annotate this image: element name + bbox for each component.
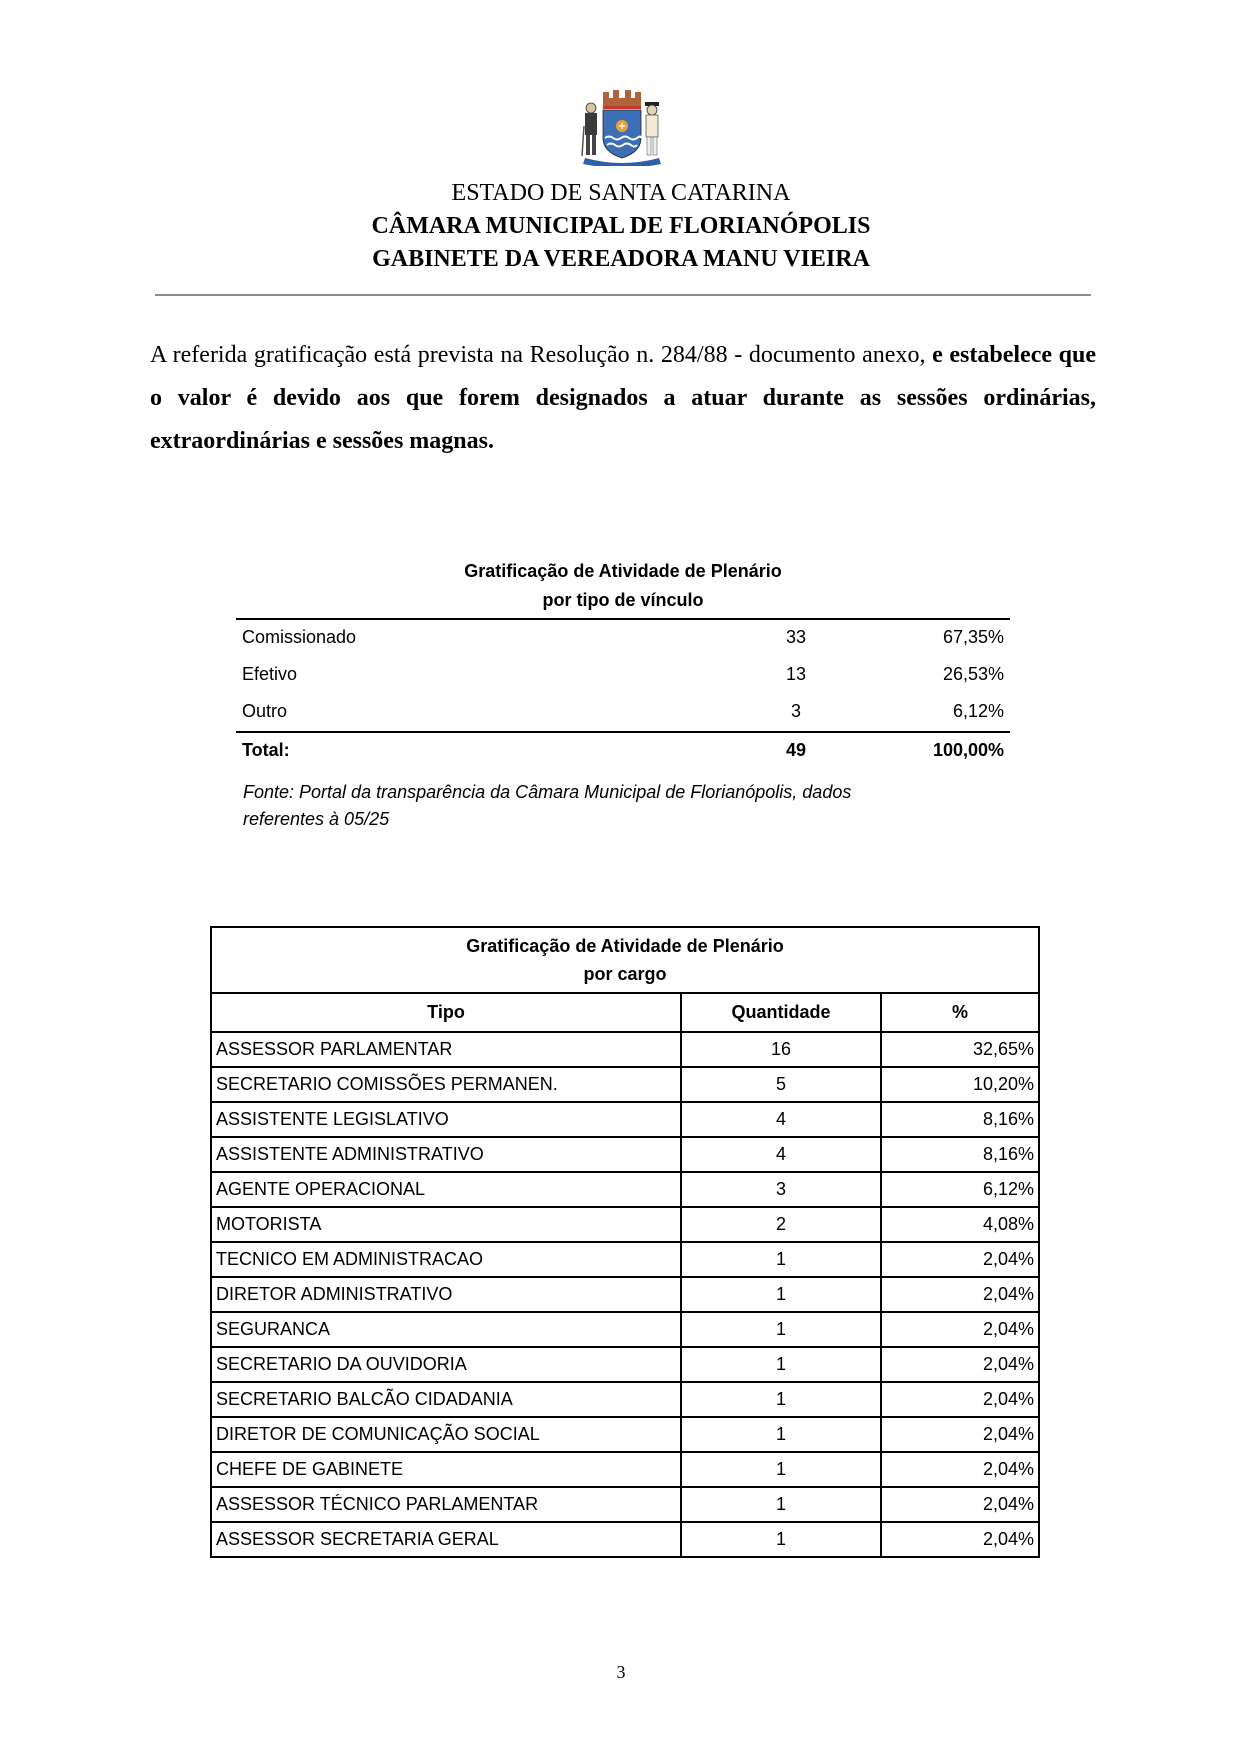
header-divider [155,294,1091,296]
cell-tipo: AGENTE OPERACIONAL [211,1172,681,1207]
cell-quantidade: 16 [681,1032,881,1067]
row-count: 13 [785,664,807,684]
table-row [211,1347,1039,1382]
cell-tipo: DIRETOR DE COMUNICAÇÃO SOCIAL [211,1417,681,1452]
cell-tipo: SECRETARIO COMISSÕES PERMANEN. [211,1067,681,1102]
right-supporter-figure [645,102,659,155]
cell-tipo: SECRETARIO DA OUVIDORIA [211,1347,681,1382]
total-label: Total: [242,740,290,760]
cell-quantidade: 1 [681,1417,881,1452]
table-cargo-header-row [211,993,1039,1032]
left-supporter-figure [582,103,597,156]
cell-quantidade: 1 [681,1452,881,1487]
row-count: 3 [790,701,801,721]
header-office: GABINETE DA VEREADORA MANU VIEIRA [372,246,870,272]
cell-quantidade: 4 [681,1137,881,1172]
table-row [211,1172,1039,1207]
page-number: 3 [616,1662,626,1682]
cell-quantidade: 1 [681,1312,881,1347]
column-header-pct: % [881,993,1039,1032]
row-label: Outro [242,701,288,721]
paragraph-bold-text: e estabelece que o valor é devido aos que forem designados a atuar durante as sessões ordinárias, extraordinárias e sessões magnas. [150,342,1097,454]
table-row [211,1487,1039,1522]
row-pct: 67,35% [942,627,1004,647]
row-count: 33 [785,627,807,647]
column-header-tipo: Tipo [211,993,681,1032]
table-row [211,1522,1039,1557]
table-vinculo-title: Gratificação de Atividade de Plenário [464,561,782,581]
table-row [236,627,1010,657]
column-header-quantidade: Quantidade [681,993,881,1032]
cell-tipo: ASSISTENTE ADMINISTRATIVO [211,1137,681,1172]
row-pct: 26,53% [942,664,1004,684]
motto-ribbon [583,158,661,166]
table-row [236,701,1010,731]
cell-quantidade: 1 [681,1487,881,1522]
table-row [211,1417,1039,1452]
cell-quantidade: 3 [681,1172,881,1207]
table-row [211,1067,1039,1102]
table-row [211,1312,1039,1347]
cell-quantidade: 1 [681,1382,881,1417]
cell-quantidade: 1 [681,1277,881,1312]
row-label: Comissionado [242,627,357,647]
cell-tipo: ASSISTENTE LEGISLATIVO [211,1102,681,1137]
cell-tipo: ASSESSOR TÉCNICO PARLAMENTAR [211,1487,681,1522]
cell-pct: 2,04% [881,1382,1039,1417]
mural-crown [603,90,641,109]
table-source-note [243,779,983,833]
table-cargo-title-line2: por cargo [583,964,667,984]
coat-of-arms-icon [579,86,665,166]
cell-pct: 2,04% [881,1522,1039,1557]
cell-quantidade: 2 [681,1207,881,1242]
table-row [211,1382,1039,1417]
table-cargo [210,926,1040,1558]
cell-pct: 2,04% [881,1417,1039,1452]
cell-pct: 32,65% [881,1032,1039,1067]
table-row [211,1102,1039,1137]
cell-pct: 2,04% [881,1277,1039,1312]
table-cargo-body [211,1032,1039,1557]
shield [603,110,641,158]
cell-tipo: CHEFE DE GABINETE [211,1452,681,1487]
cell-pct: 2,04% [881,1242,1039,1277]
header-state: ESTADO DE SANTA CATARINA [451,180,791,206]
cell-pct: 2,04% [881,1487,1039,1522]
cell-pct: 8,16% [881,1102,1039,1137]
cell-pct: 10,20% [881,1067,1039,1102]
total-pct: 100,00% [932,740,1004,760]
header-chamber: CÂMARA MUNICIPAL DE FLORIANÓPOLIS [371,213,871,239]
source-line-2: referentes à 05/25 [243,809,390,829]
cell-pct: 2,04% [881,1347,1039,1382]
row-pct: 6,12% [952,701,1004,721]
cell-pct: 2,04% [881,1312,1039,1347]
table-total-row [236,740,1010,770]
table-row [211,1032,1039,1067]
cell-tipo: DIRETOR ADMINISTRATIVO [211,1277,681,1312]
table-cargo-title-row [211,927,1039,993]
row-label: Efetivo [242,664,298,684]
total-count: 49 [785,740,807,760]
cell-tipo: SEGURANCA [211,1312,681,1347]
cell-tipo: MOTORISTA [211,1207,681,1242]
table-row [236,664,1010,694]
cell-quantidade: 1 [681,1522,881,1557]
cell-tipo: ASSESSOR PARLAMENTAR [211,1032,681,1067]
table-cargo-title [211,927,1039,993]
table-row [211,1137,1039,1172]
cell-pct: 8,16% [881,1137,1039,1172]
cell-pct: 4,08% [881,1207,1039,1242]
cell-tipo: ASSESSOR SECRETARIA GERAL [211,1522,681,1557]
table-row [211,1277,1039,1312]
cell-pct: 2,04% [881,1452,1039,1487]
body-paragraph [150,334,1096,463]
table-row [211,1242,1039,1277]
cell-quantidade: 5 [681,1067,881,1102]
cell-quantidade: 4 [681,1102,881,1137]
table-vinculo-subtitle: por tipo de vínculo [542,590,704,610]
cell-quantidade: 1 [681,1242,881,1277]
table-vinculo-top-rule [236,618,1010,620]
cell-tipo: TECNICO EM ADMINISTRACAO [211,1242,681,1277]
cell-tipo: SECRETARIO BALCÃO CIDADANIA [211,1382,681,1417]
table-cargo-title-line1: Gratificação de Atividade de Plenário [466,936,784,956]
cell-pct: 6,12% [881,1172,1039,1207]
paragraph-normal-text: A referida gratificação está prevista na Resolução n. 284/88 - documento anexo, [150,342,933,368]
cell-quantidade: 1 [681,1347,881,1382]
table-row [211,1452,1039,1487]
table-row [211,1207,1039,1242]
table-vinculo-total-rule [236,731,1010,733]
source-line-1: Fonte: Portal da transparência da Câmara Municipal de Florianópolis, dados [243,782,852,802]
